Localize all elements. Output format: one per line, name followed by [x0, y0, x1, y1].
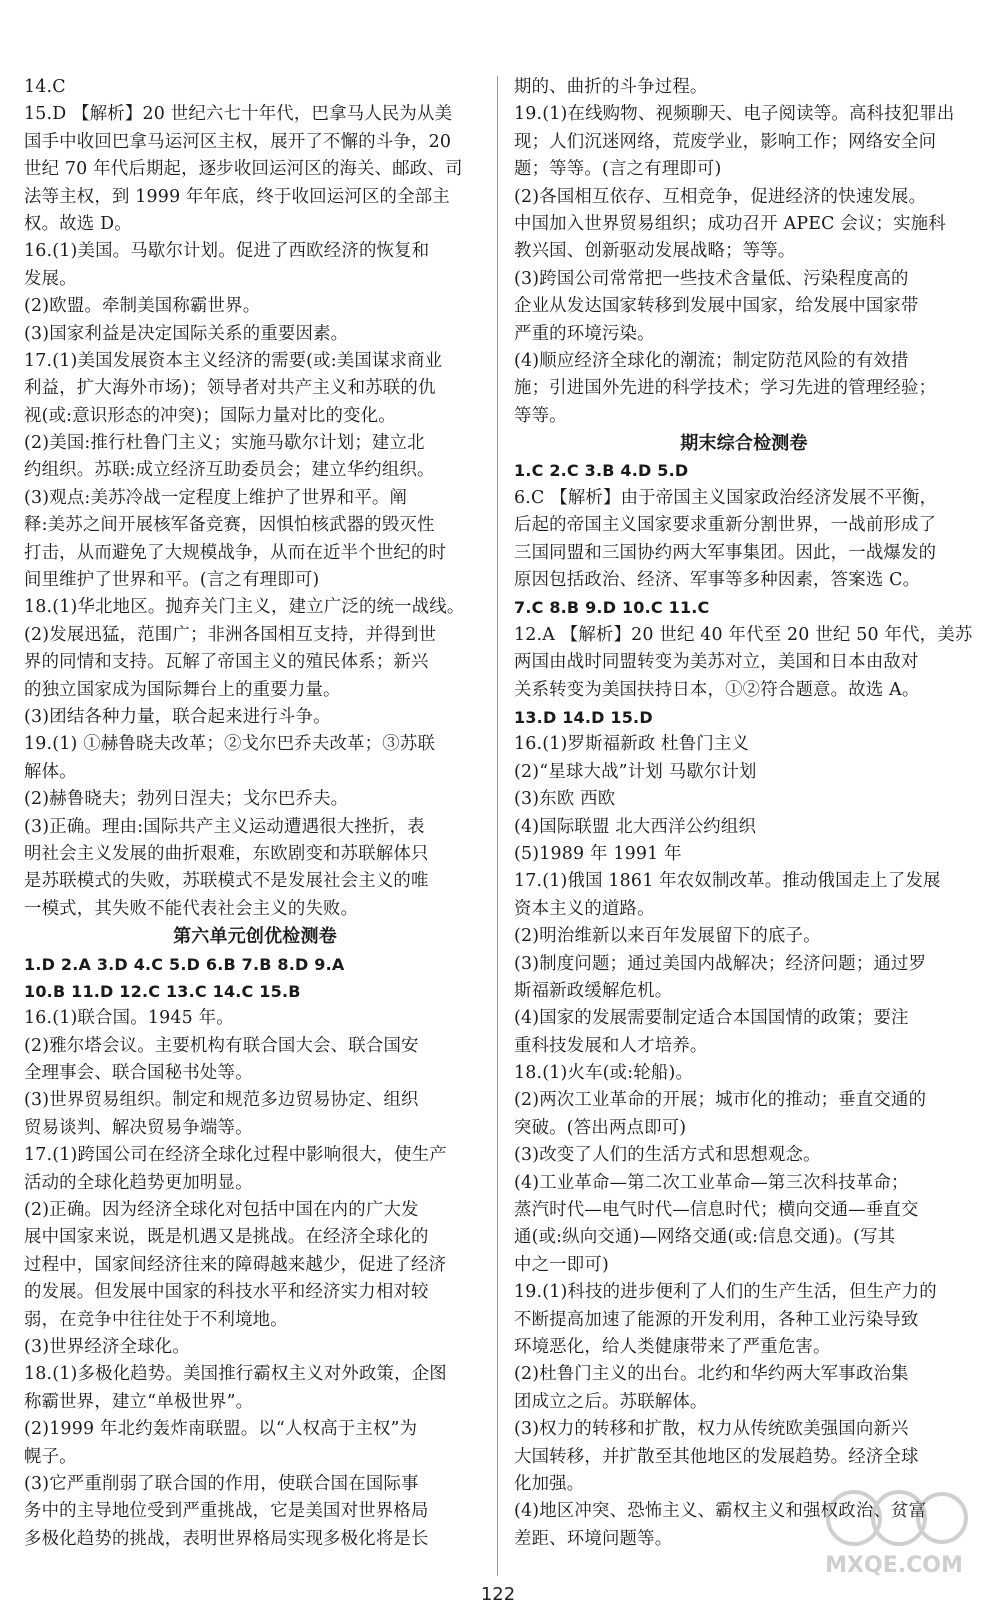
- answer-text-line: 全理事会、联合国秘书处等。: [24, 1063, 253, 1084]
- watermark-logo: [814, 1480, 974, 1580]
- answer-text-line: (3)东欧 西欧: [514, 789, 616, 810]
- answer-text-line: 释:美苏之间开展核军备竞赛，因惧怕核武器的毁灭性: [24, 515, 435, 536]
- answer-text-line: 不断提高加速了能源的开发利用，各种工业污染导致: [514, 1309, 919, 1330]
- answer-text-line: 现；人们沉迷网络，荒废学业，影响工作；网络安全问: [514, 131, 937, 152]
- question-answer-start: 18.(1)华北地区。抛弃关门主义，建立广泛的统一战线。: [24, 597, 465, 618]
- answer-text-line: 发展。: [24, 268, 77, 289]
- answer-text-line: (2)各国相互依存、互相竞争，促进经济的快速发展。: [514, 186, 927, 207]
- answer-text-line: 中国加入世界贸易组织；成功召开 APEC 会议；实施科: [514, 213, 946, 234]
- answer-text-line: 展中国家来说，既是机遇又是挑战。在经济全球化的: [24, 1227, 429, 1248]
- right-column: [514, 74, 974, 1553]
- answer-text-line: 的独立国家成为国际舞台上的重要力量。: [24, 679, 341, 700]
- answer-text-line: 大国转移，并扩散至其他地区的发展趋势。经济全球: [514, 1446, 919, 1467]
- answer-text-line: (3)权力的转移和扩散，权力从传统欧美强国向新兴: [514, 1419, 909, 1440]
- answer-text-line: (3)跨国公司常常把一些技术含量低、污染程度高的: [514, 268, 909, 289]
- answer-text-line: 是苏联模式的失败，苏联模式不是发展社会主义的唯: [24, 871, 429, 892]
- answer-text-line: (3)改变了人们的生活方式和思想观念。: [514, 1145, 821, 1166]
- left-column: [24, 74, 486, 1553]
- answer-text-line: 期的、曲折的斗争过程。: [514, 77, 708, 97]
- question-answer-start: 16.(1)联合国。1945 年。: [24, 1008, 234, 1029]
- answer-text-line: (2)1999 年北约轰炸南联盟。以“人权高于主权”为: [24, 1419, 418, 1440]
- answer-text-line: 突破。(答出两点即可): [514, 1117, 687, 1138]
- answer-text-line: 打击，从而避免了大规模战争，从而在近半个世纪的时: [24, 542, 447, 563]
- answer-text-line: 重科技发展和人才培养。: [514, 1035, 708, 1056]
- answer-text-line: (2)美国:推行杜鲁门主义；实施马歇尔计划；建立北: [24, 433, 425, 454]
- answer-text-line: (4)工业革命—第二次工业革命—第三次科技革命；: [514, 1172, 909, 1193]
- answer-text-line: (3)团结各种力量，联合起来进行斗争。: [24, 706, 331, 727]
- answer-text-line: 后起的帝国主义国家要求重新分割世界，一战前形成了: [514, 515, 937, 536]
- answer-text-line: 间里维护了世界和平。(言之有理即可): [24, 570, 320, 591]
- choice-answers-line: 1.C 2.C 3.B 4.D 5.D: [514, 461, 689, 481]
- answer-text-line: (2)雅尔塔会议。主要机构有联合国大会、联合国安: [24, 1035, 419, 1056]
- answer-text-line: (3)世界贸易组织。制定和规范多边贸易协定、组织: [24, 1090, 419, 1111]
- answer-text-line: (4)顺应经济全球化的潮流；制定防范风险的有效措: [514, 350, 909, 371]
- question-answer-start: 19.(1)科技的进步便利了人们的生产生活，但生产力的: [514, 1282, 937, 1303]
- choice-answers-line: 1.D 2.A 3.D 4.C 5.D 6.B 7.B 8.D 9.A: [24, 954, 345, 974]
- answer-text-line: 化加强。: [514, 1473, 585, 1494]
- answer-text-line: (2)明治维新以来百年发展留下的底子。: [514, 926, 821, 947]
- answer-text-line: 国手中收回巴拿马运河区主权，展开了不懈的斗争，20: [24, 131, 452, 152]
- answer-text-line: (2)欧盟。牵制美国称霸世界。: [24, 296, 261, 317]
- answer-text-line: 的发展。但发展中国家的科技水平和经济实力相对较: [24, 1282, 429, 1303]
- answer-text-line: 世纪 70 年代后期起，逐步收回运河区的海关、邮政、司: [24, 159, 463, 180]
- choice-answers-line: 7.C 8.B 9.D 10.C 11.C: [514, 598, 710, 618]
- answer-text-line: 环境恶化，给人类健康带来了严重危害。: [514, 1336, 831, 1357]
- watermark-text: MXQE.COM: [825, 1553, 963, 1578]
- question-answer-start: 17.(1)美国发展资本主义经济的需要(或:美国谋求商业: [24, 350, 443, 371]
- section-heading: 期末综合检测卷: [680, 433, 808, 455]
- answer-text-line: (3)世界经济全球化。: [24, 1336, 190, 1357]
- answer-text-line: 两国由战时同盟转变为美苏对立，美国和日本由敌对: [514, 652, 919, 673]
- answer-text-line: (3)国家利益是决定国际关系的重要因素。: [24, 323, 349, 344]
- section-heading: 第六单元创优检测卷: [173, 926, 337, 948]
- column-divider: [497, 76, 498, 1576]
- answer-text-line: (2)赫鲁晓夫；勃列日涅夫；戈尔巴乔夫。: [24, 789, 349, 810]
- answer-text-line: 务中的主导地位受到严重挑战，它是美国对世界格局: [24, 1501, 429, 1522]
- answer-text-line: 权。故选 D。: [24, 213, 132, 234]
- answer-text-line: 幌子。: [24, 1446, 77, 1467]
- answer-text-line: (3)它严重削弱了联合国的作用，使联合国在国际事: [24, 1473, 419, 1494]
- answer-text-line: 通(或:纵向交通)—网络交通(或:信息交通)。(写其: [514, 1227, 896, 1248]
- answer-text-line: (5)1989 年 1991 年: [514, 843, 682, 864]
- answer-text-line: (2)正确。因为经济全球化对包括中国在内的广大发: [24, 1200, 419, 1221]
- answer-text-line: 利益，扩大海外市场)；领导者对共产主义和苏联的仇: [24, 378, 436, 399]
- question-answer-start: 18.(1)多极化趋势。美国推行霸权主义对外政策，企图: [24, 1364, 447, 1385]
- answer-text-line: 蒸汽时代—电气时代—信息时代；横向交通—垂直交: [514, 1200, 919, 1221]
- question-answer-start: 17.(1)跨国公司在经济全球化过程中影响很大，使生产: [24, 1145, 447, 1166]
- answer-text-line: 法等主权，到 1999 年年底，终于收回运河区的全部主: [24, 186, 450, 207]
- answer-text-line: 过程中，国家间经济往来的障碍越来越少，促进了经济: [24, 1254, 447, 1275]
- answer-text-line: (4)国家的发展需要制定适合本国国情的政策；要注: [514, 1008, 909, 1029]
- answer-text-line: 弱，在竞争中往往处于不利境地。: [24, 1309, 288, 1330]
- answer-text-line: 资本主义的道路。: [514, 898, 655, 919]
- answer-text-line: 差距、环境问题等。: [514, 1528, 673, 1549]
- answer-text-line: 贸易谈判、解决贸易争端等。: [24, 1117, 253, 1138]
- answer-text-line: 约组织。苏联:成立经济互助委员会；建立华约组织。: [24, 460, 435, 481]
- answer-text-line: 关系转变为美国扶持日本，①②符合题意。故选 A。: [514, 679, 920, 700]
- question-answer-start: 6.C 【解析】由于帝国主义国家政治经济发展不平衡，: [514, 487, 938, 508]
- answer-text-line: 中之一即可): [514, 1254, 609, 1275]
- answer-text-line: 一模式，其失败不能代表社会主义的失败。: [24, 898, 359, 919]
- answer-text-line: 斯福新政缓解危机。: [514, 980, 673, 1001]
- answer-text-line: 解体。: [24, 761, 77, 782]
- answer-text-line: 三国同盟和三国协约两大军事集团。因此，一战爆发的: [514, 542, 937, 563]
- answer-text-line: (2)两次工业革命的开展；城市化的推动；垂直交通的: [514, 1090, 927, 1111]
- question-answer-start: 16.(1)美国。马歇尔计划。促进了西欧经济的恢复和: [24, 241, 430, 262]
- answer-text-line: 教兴国、创新驱动发展战略；等等。: [514, 241, 796, 262]
- answer-text-line: 等等。: [514, 405, 567, 426]
- answer-text-line: 称霸世界，建立“单极世界”。: [24, 1391, 254, 1412]
- answer-text-line: (4)地区冲突、恐怖主义、霸权主义和强权政治、贫富: [514, 1501, 927, 1522]
- question-answer-start: 15.D 【解析】20 世纪六七十年代，巴拿马人民为从美: [24, 104, 453, 125]
- choice-answers-line: 10.B 11.D 12.C 13.C 14.C 15.B: [24, 981, 301, 1001]
- question-answer-start: 12.A 【解析】20 世纪 40 年代至 20 世纪 50 年代，美苏: [514, 624, 973, 645]
- page-number: 122: [480, 1584, 516, 1605]
- choice-answers-line: 13.D 14.D 15.D: [514, 707, 653, 727]
- answer-text-line: 严重的环境污染。: [514, 323, 655, 344]
- answer-text-line: 施；引进国外先进的科学技术；学习先进的管理经验；: [514, 378, 937, 399]
- answer-text-line: 视(或:意识形态的冲突)；国际力量对比的变化。: [24, 405, 396, 426]
- answer-text-line: 企业从发达国家转移到发展中国家，给发展中国家带: [514, 296, 919, 317]
- answer-text-line: 明社会主义发展的曲折艰难，东欧剧变和苏联解体只: [24, 843, 429, 864]
- answer-text-line: 团成立之后。苏联解体。: [514, 1391, 708, 1412]
- answer-text-line: 界的同情和支持。瓦解了帝国主义的殖民体系；新兴: [24, 652, 429, 673]
- question-answer-start: 14.C: [24, 77, 66, 97]
- answer-text-line: (2)“星球大战”计划 马歇尔计划: [514, 761, 757, 782]
- answer-text-line: 原因包括政治、经济、军事等多种因素，答案选 C。: [514, 570, 921, 591]
- answer-text-line: 活动的全球化趋势更加明显。: [24, 1172, 253, 1193]
- answer-text-line: (2)杜鲁门主义的出台。北约和华约两大军事政治集: [514, 1364, 909, 1385]
- question-answer-start: 18.(1)火车(或:轮船)。: [514, 1063, 694, 1084]
- answer-text-line: (2)发展迅猛，范围广；非洲各国相互支持，并得到世: [24, 624, 437, 645]
- answer-text-line: (3)观点:美苏冷战一定程度上维护了世界和平。阐: [24, 487, 408, 508]
- answer-text-line: (3)正确。理由:国际共产主义运动遭遇很大挫折，表: [24, 816, 425, 837]
- answer-text-line: (4)国际联盟 北大西洋公约组织: [514, 816, 757, 837]
- answer-text-line: (3)制度问题；通过美国内战解决；经济问题；通过罗: [514, 953, 927, 974]
- question-answer-start: 16.(1)罗斯福新政 杜鲁门主义: [514, 734, 750, 755]
- question-answer-start: 19.(1) ①赫鲁晓夫改革；②戈尔巴乔夫改革；③苏联: [24, 734, 436, 755]
- question-answer-start: 17.(1)俄国 1861 年农奴制改革。推动俄国走上了发展: [514, 871, 941, 892]
- answer-text-line: 题；等等。(言之有理即可): [514, 159, 722, 180]
- answer-text-line: 多极化趋势的挑战，表明世界格局实现多极化将是长: [24, 1528, 429, 1549]
- question-answer-start: 19.(1)在线购物、视频聊天、电子阅读等。高科技犯罪出: [514, 104, 955, 125]
